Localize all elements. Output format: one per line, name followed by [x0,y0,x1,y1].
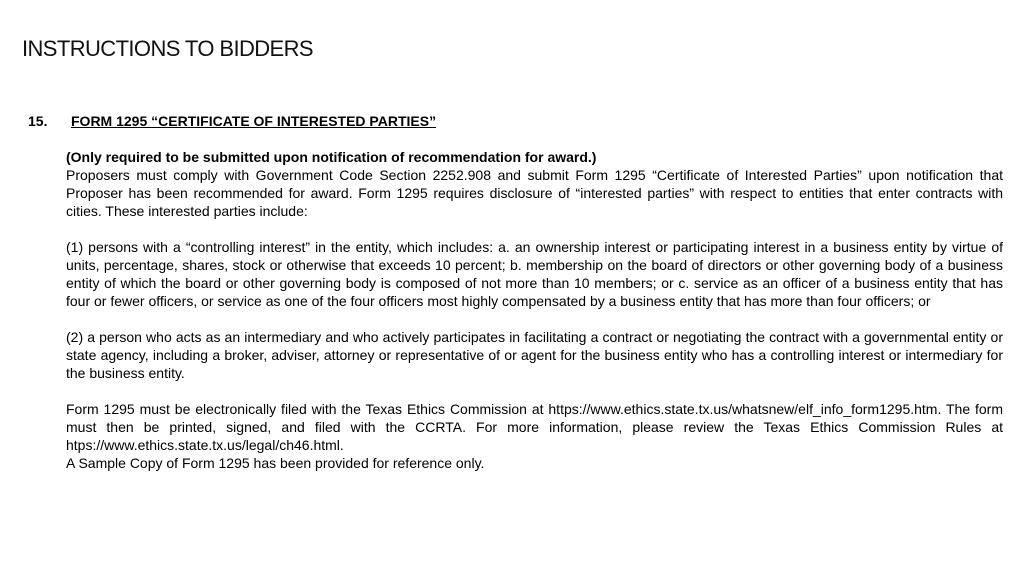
compliance-paragraph: Proposers must comply with Government Code Section 2252.908 and submit Form 1295 “Certificate of Interested Parties” upon notification that Proposer has been recommended for award. Form 1295 requires disclosure of “interested parties” with respect to entities that enter contracts with cities. These interested parties include: [66,167,1003,219]
filing-instructions-paragraph: Form 1295 must be electronically filed with the Texas Ethics Commission at https://www.ethics.state.tx.us/whatsnew/elf_info_form1295.htm. The form must then be printed, signed, and filed with the CCRTA. For more information, please review the Texas Ethics Commission Rules at htps://www.ethics.state.tx.us/legal/ch46.html. [66,401,1003,453]
controlling-interest-paragraph: (1) persons with a “controlling interest” in the entity, which includes: a. an ownership interest or participating interest in a business entity by virtue of units, percentage, shares, stock or otherwise that exceeds 10 percent; b. membership on the board of directors or other governing body of a business entity of which the board or other governing body is composed of not more than 10 members; or c. service as an officer of a business entity that has four or fewer officers, or service as one of the four officers most highly compensated by a business entity that has more than four officers; or [66,239,1003,309]
intermediary-paragraph: (2) a person who acts as an intermediary and who actively participates in facilitating a contract or negotiating the contract with a governmental entity or state agency, including a broker, adviser, attorney or representative of or agent for the business entity who has a controlling interest or intermediary for the business entity. [66,329,1003,381]
page-title: INSTRUCTIONS TO BIDDERS [22,36,313,61]
sample-copy-note: A Sample Copy of Form 1295 has been provided for reference only. [66,455,485,471]
section-title: FORM 1295 “CERTIFICATE OF INTERESTED PARTIES” [71,113,437,129]
section-number: 15. [28,113,48,129]
award-note: (Only required to be submitted upon notification of recommendation for award.) [66,149,597,165]
section-heading [28,113,436,129]
section-body [66,148,1003,472]
